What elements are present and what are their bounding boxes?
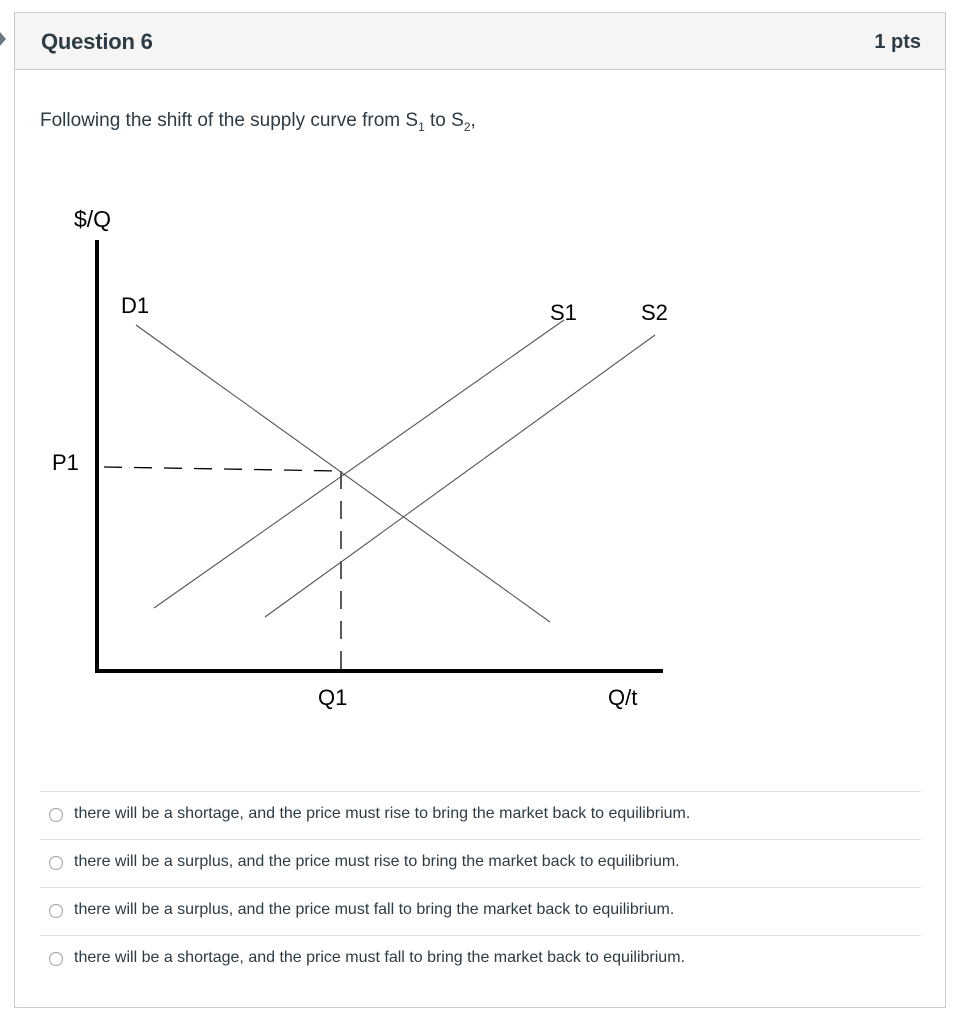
question-points: 1 pts xyxy=(874,31,921,53)
answer-option[interactable] xyxy=(40,887,921,935)
demand-label: D1 xyxy=(121,293,150,318)
graph-svg xyxy=(36,185,676,725)
answer-label[interactable]: there will be a shortage, and the price must rise to bring the market back to equilibrium. xyxy=(74,805,691,822)
question-text-s2-subscript: 2 xyxy=(463,119,471,134)
answer-option[interactable] xyxy=(40,791,921,839)
supply1-label: S1 xyxy=(550,300,577,325)
question-text xyxy=(40,110,476,134)
radio-button[interactable] xyxy=(49,808,63,822)
question-text-s1-subscript: 1 xyxy=(418,119,425,134)
price-label: P1 xyxy=(52,450,79,475)
x-axis-label: Q/t xyxy=(608,685,638,710)
y-axis-label: $/Q xyxy=(74,206,112,232)
radio-button[interactable] xyxy=(49,952,63,966)
question-nav-arrow-icon xyxy=(0,32,6,46)
question-header xyxy=(15,13,945,70)
supply-curve-s1 xyxy=(154,320,564,608)
answer-label[interactable]: there will be a surplus, and the price must rise to bring the market back to equilibrium. xyxy=(74,853,680,870)
supply2-label: S2 xyxy=(641,300,668,325)
question-text-suffix: , xyxy=(470,110,476,131)
answer-option[interactable] xyxy=(40,935,921,983)
question-text-prefix: Following the shift of the supply curve from S xyxy=(40,110,419,131)
answer-list xyxy=(40,791,921,983)
price-guide-dashed-line xyxy=(104,467,341,471)
quantity-label: Q1 xyxy=(318,685,348,710)
answer-label[interactable]: there will be a shortage, and the price must fall to bring the market back to equilibrium. xyxy=(74,949,685,966)
answer-label[interactable]: there will be a surplus, and the price must fall to bring the market back to equilibrium. xyxy=(74,901,675,918)
radio-button[interactable] xyxy=(49,856,63,870)
question-title: Question 6 xyxy=(41,29,153,54)
supply-demand-graph xyxy=(36,185,676,725)
question-text-mid: to S xyxy=(424,110,464,131)
answer-option[interactable] xyxy=(40,839,921,887)
radio-button[interactable] xyxy=(49,904,63,918)
supply-curve-s2 xyxy=(265,335,655,617)
